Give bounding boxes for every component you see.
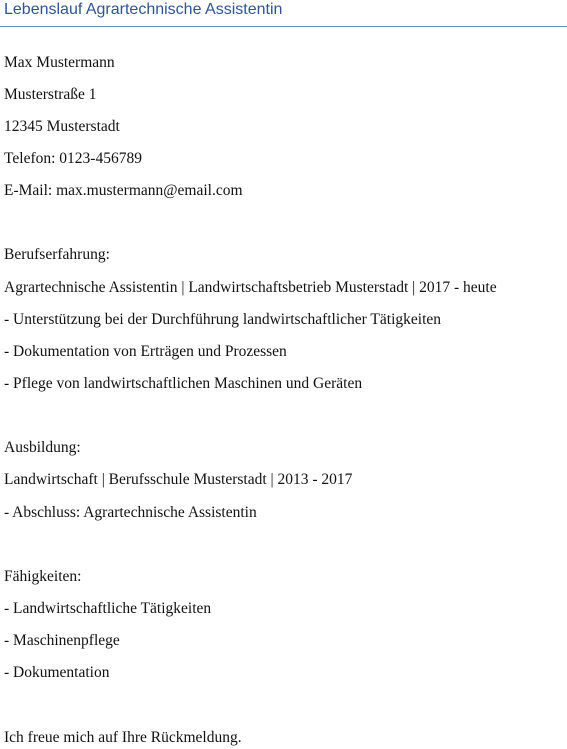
document-header (0, 0, 567, 27)
document-title: Lebenslauf Agrartechnische Assistentin (4, 1, 283, 18)
education-item: - Abschluss: Agrartechnische Assistentin (4, 504, 257, 521)
experience-item: - Dokumentation von Erträgen und Prozessen (4, 343, 287, 360)
contact-name: Max Mustermann (4, 54, 115, 71)
contact-phone: Telefon: 0123-456789 (4, 150, 142, 167)
experience-position: Agrartechnische Assistentin | Landwirtschaftsbetrieb Musterstadt | 2017 - heute (4, 279, 497, 296)
skills-item: - Landwirtschaftliche Tätigkeiten (4, 600, 212, 617)
skills-item: - Dokumentation (4, 664, 110, 681)
education-entry: Landwirtschaft | Berufsschule Musterstadt | 2013 - 2017 (4, 471, 353, 488)
closing-text: Ich freue mich auf Ihre Rückmeldung. (4, 729, 242, 746)
experience-item: - Pflege von landwirtschaftlichen Maschinen und Geräten (4, 375, 363, 392)
contact-city: 12345 Musterstadt (4, 118, 120, 135)
education-heading: Ausbildung: (4, 439, 81, 456)
experience-item: - Unterstützung bei der Durchführung landwirtschaftlicher Tätigkeiten (4, 311, 442, 328)
skills-item: - Maschinenpflege (4, 632, 120, 649)
experience-heading: Berufserfahrung: (4, 246, 110, 263)
skills-heading: Fähigkeiten: (4, 568, 82, 585)
contact-email: E-Mail: max.mustermann@email.com (4, 182, 243, 199)
contact-street: Musterstraße 1 (4, 86, 97, 103)
